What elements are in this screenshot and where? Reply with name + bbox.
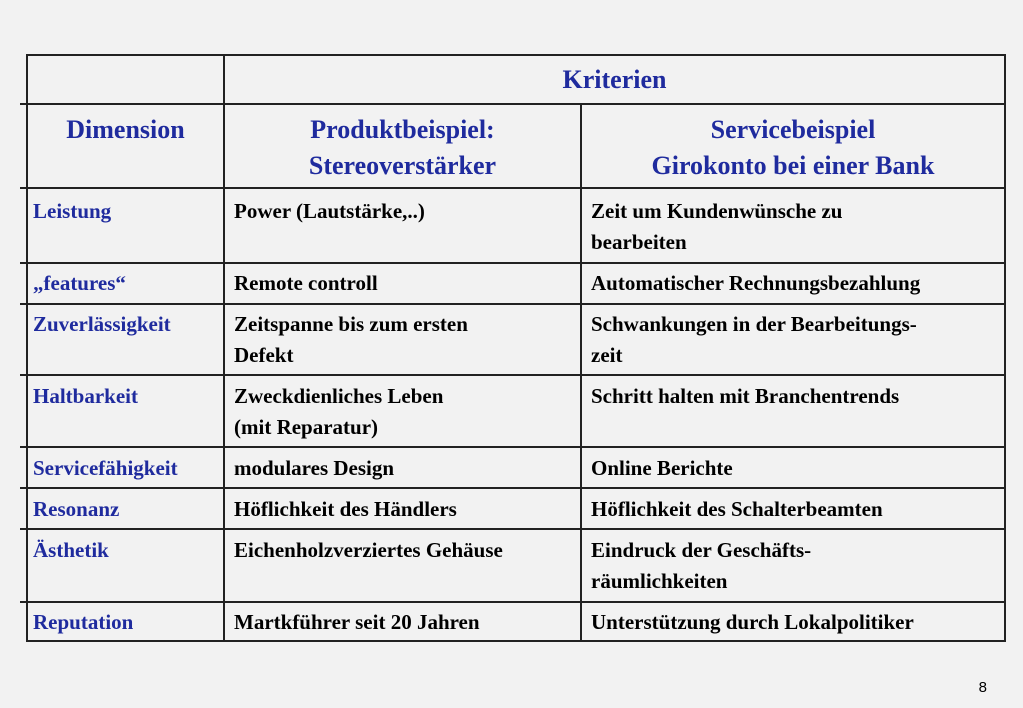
row-service: Höflichkeit des Schalterbeamten (591, 497, 883, 521)
row-product: Zeitspanne bis zum ersten (234, 312, 468, 336)
row-service-cont: zeit (591, 343, 623, 367)
row-product: Zweckdienliches Leben (234, 384, 444, 408)
row-service-cont: räumlichkeiten (591, 569, 728, 593)
row-product: Remote controll (234, 271, 378, 295)
table-border-right (1004, 54, 1006, 642)
row-product: modulares Design (234, 456, 395, 480)
row-product: Höflichkeit des Händlers (234, 497, 457, 521)
row-product-cont: Defekt (234, 343, 294, 367)
table-divider (20, 487, 1006, 489)
table-border-top (26, 54, 1006, 56)
row-product-cont: (mit Reparatur) (234, 415, 379, 439)
row-dimension: Servicefähigkeit (33, 456, 178, 480)
header-product-line2: Stereoverstärker (308, 151, 497, 180)
row-service: Zeit um Kundenwünsche zu (591, 199, 843, 223)
row-service: Automatischer Rechnungsbezahlung (591, 271, 921, 295)
row-service-cont: bearbeiten (591, 230, 687, 254)
row-product: Eichenholzverziertes Gehäuse (234, 538, 503, 562)
header-product-line1: Produktbeispiel: (310, 115, 495, 144)
row-dimension: Zuverlässigkeit (33, 312, 171, 336)
table-border-bottom (26, 640, 1006, 642)
header-dimension: Dimension (66, 115, 185, 144)
row-dimension: Reputation (33, 610, 134, 634)
row-product: Power (Lautstärke,..) (234, 199, 425, 223)
table-divider (20, 187, 1006, 189)
row-service: Schwankungen in der Bearbeitungs- (591, 312, 917, 336)
header-service-line1: Servicebeispiel (710, 115, 876, 144)
row-service: Online Berichte (591, 456, 733, 480)
row-service: Eindruck der Geschäfts- (591, 538, 812, 562)
table-divider (20, 374, 1006, 376)
table-divider (20, 303, 1006, 305)
row-dimension: Resonanz (33, 497, 120, 521)
table-divider (20, 601, 1006, 603)
table-divider (20, 103, 1006, 105)
row-dimension: Haltbarkeit (33, 384, 138, 408)
row-service: Schritt halten mit Branchentrends (591, 384, 900, 408)
row-dimension: Ästhetik (33, 538, 109, 562)
header-service-line2: Girokonto bei einer Bank (651, 151, 935, 180)
row-dimension: Leistung (33, 199, 112, 223)
table-divider (20, 262, 1006, 264)
row-product: Martkführer seit 20 Jahren (234, 610, 480, 634)
table-divider (20, 528, 1006, 530)
header-kriterien: Kriterien (562, 65, 667, 94)
page-number: 8 (978, 679, 987, 696)
table-divider (20, 446, 1006, 448)
row-service: Unterstützung durch Lokalpolitiker (591, 610, 914, 634)
row-dimension: „features“ (33, 271, 126, 295)
